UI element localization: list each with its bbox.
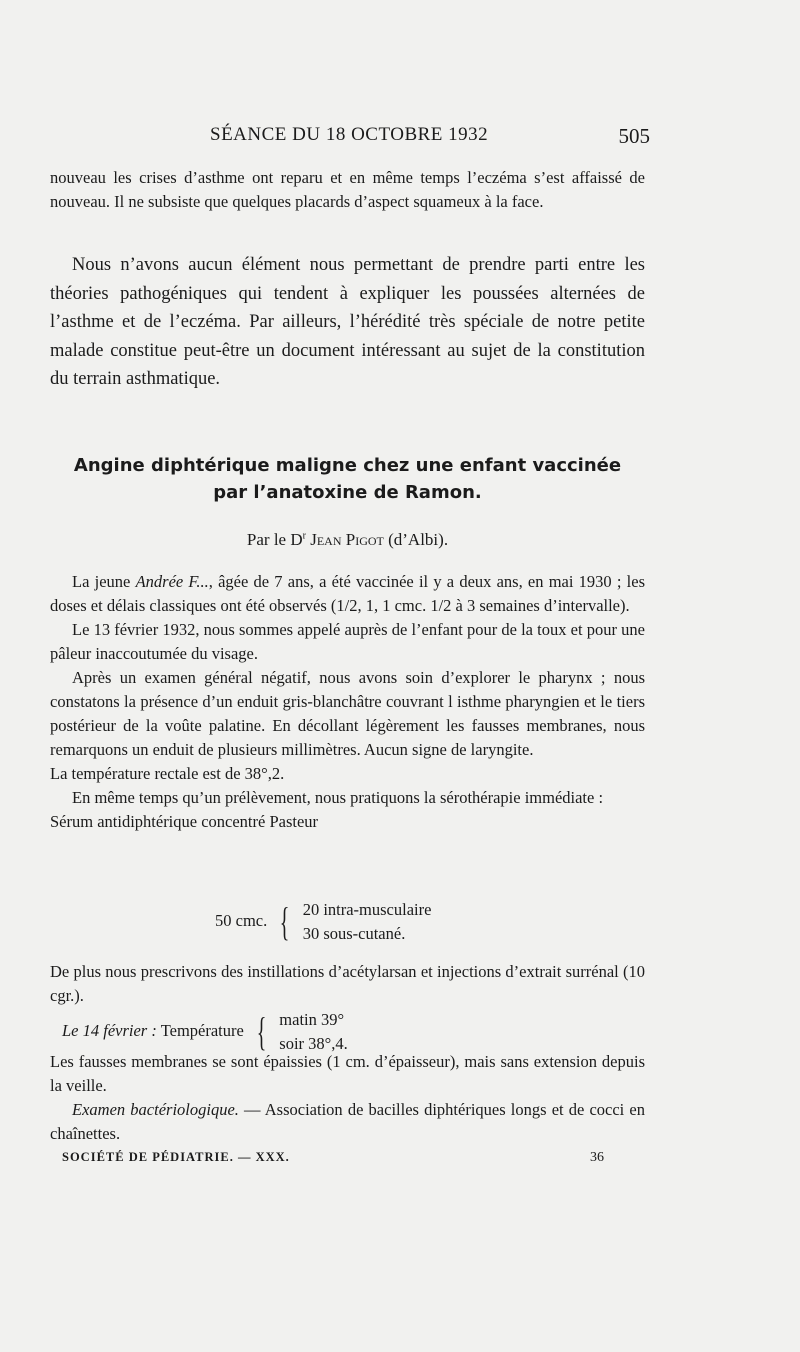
temperature-record — [62, 1008, 348, 1056]
temp-values — [279, 1008, 347, 1056]
page-number: 505 — [618, 124, 650, 148]
paragraph: De plus nous prescrivons des instillations d’acétylarsan et injections d’extrait surrénal (10 cgr.). — [50, 962, 645, 1005]
running-header — [0, 124, 800, 154]
paragraph: Nous n’avons aucun élément nous permettant de prendre parti entre les théories pathogéniques qui tendent à expliquer les poussées alternées de l’asthme et de l’eczéma. Par ailleurs, l’hérédité très spéciale de notre petite malade constitue peut-être un document intéressant au sujet de la constitution du terrain asthmatique. — [50, 255, 645, 389]
paragraph: Le 13 février 1932, nous sommes appelé auprès de l’enfant pour de la toux et pour une pâleur inaccoutumée du visage. — [50, 620, 645, 663]
byline — [50, 530, 645, 550]
author-name: Jean Pigot — [310, 530, 384, 549]
brace-glyph: { — [280, 899, 290, 944]
serum-route: 20 intra-musculaire — [302, 900, 432, 919]
paragraph: Les fausses membranes se sont épaissies (1 cm. d’épaisseur), mais sans extension depuis la veille. — [50, 1052, 645, 1095]
title-line: Angine diphtérique maligne chez une enfant vaccinée — [73, 455, 622, 476]
paragraph: Après un examen général négatif, nous avons soin d’explorer le pharynx ; nous constatons la présence d’un enduit gris-blanchâtre couvrant l isthme pharyngien et le tiers postérieur de la voûte palatine. En décollant légèrement les fausses membranes, nous remarquons un enduit de plusieurs millimètres. Aucun signe de laryngite. — [50, 668, 645, 759]
running-title: SÉANCE DU 18 OCTOBRE 1932 — [210, 124, 489, 145]
serum-route: 30 sous-cutané. — [302, 924, 406, 943]
paragraph — [50, 1098, 645, 1146]
footer-signature: 36 — [590, 1150, 604, 1165]
text: La jeune — [72, 572, 131, 591]
temp-date: Le 14 février : — [62, 1020, 157, 1040]
article-title — [50, 452, 645, 506]
serum-dose: 50 cmc. — [215, 910, 268, 930]
temp-label: Température — [160, 1020, 244, 1040]
article-body-end — [50, 1050, 645, 1146]
article-body — [50, 570, 645, 834]
text: — Association de bacilles diphtériques longs et de cocci en chaînettes. — [50, 1100, 645, 1143]
brace-glyph: { — [256, 1009, 267, 1054]
paragraph: En même temps qu’un prélèvement, nous pratiquons la sérothérapie immédiate : — [72, 788, 604, 807]
author-location: (d’Albi). — [388, 530, 449, 549]
serum-dosage — [215, 898, 431, 946]
article-body-cont — [50, 960, 645, 1008]
footer-journal: SOCIÉTÉ DE PÉDIATRIE. — XXX. — [62, 1150, 290, 1164]
continuation-paragraph — [50, 166, 645, 214]
paragraph — [50, 570, 645, 618]
temp-evening: soir 38°,4. — [279, 1034, 348, 1053]
page-footer — [0, 1150, 800, 1170]
paragraph: La température rectale est de 38°,2. — [50, 764, 285, 783]
byline-sup: r — [302, 530, 306, 542]
section-label: Examen bactériologique. — [72, 1100, 239, 1119]
patient-name: Andrée F... — [135, 572, 209, 591]
byline-prefix: Par le D — [246, 530, 303, 549]
text: , âgée de 7 ans, a été vaccinée il y a deux ans, en mai 1930 ; les doses et délais classiques ont été observés (1/2, 1, 1 cmc. 1/2 à 3 semaines d’intervalle). — [50, 572, 645, 615]
serum-routes — [303, 898, 432, 946]
title-line: par l’anatoxine de Ramon. — [213, 482, 482, 503]
paragraph: Sérum antidiphtérique concentré Pasteur — [50, 812, 319, 831]
paragraph: nouveau les crises d’asthme ont reparu et en même temps l’eczéma s’est affaissé de nouveau. Il ne subsiste que quelques placards d’aspect squameux à la face. — [50, 168, 645, 211]
temp-morning: matin 39° — [279, 1010, 345, 1029]
conclusion-paragraph — [50, 251, 645, 394]
